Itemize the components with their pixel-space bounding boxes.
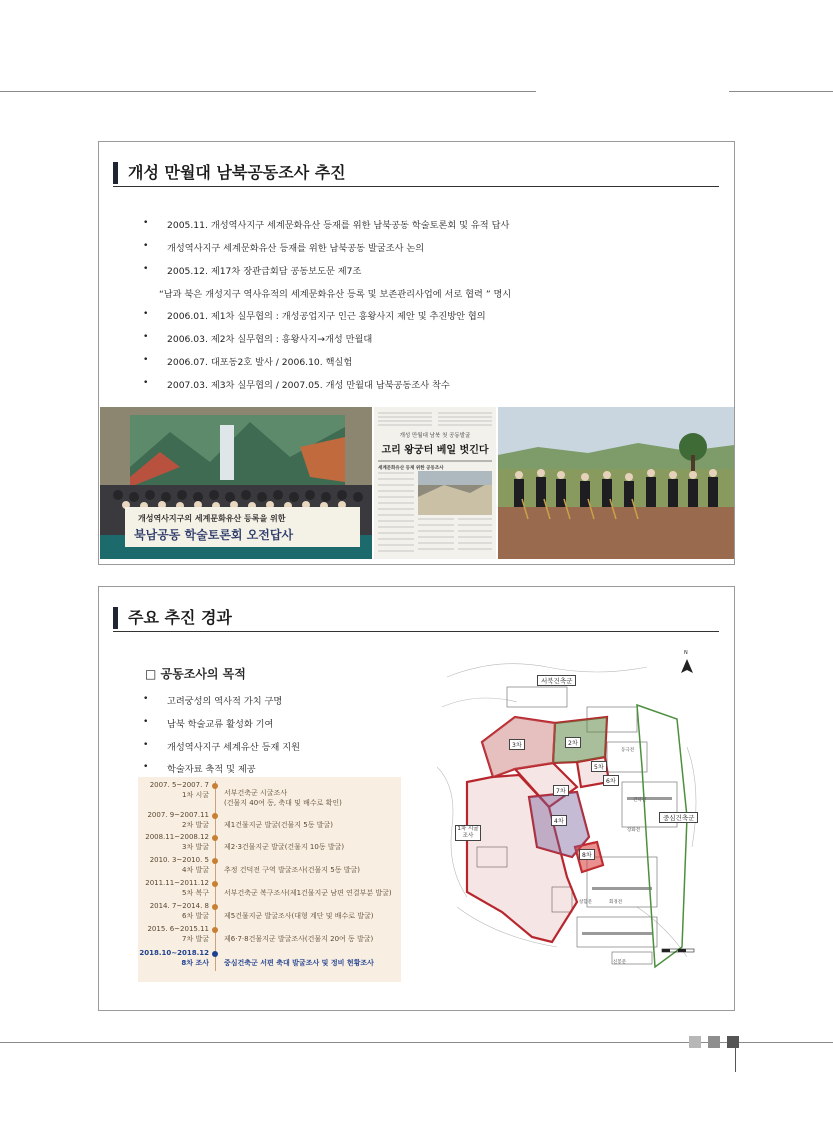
page-square-2 [708, 1036, 720, 1048]
timeline-dot [212, 881, 218, 887]
slide1-title: 개성 만월대 남북공동조사 추진 [113, 162, 346, 184]
timeline-dot [212, 927, 218, 933]
banner-text-line1: 개성역사지구의 세계문화유산 등록을 위한 [138, 514, 286, 523]
timeline-dot [212, 904, 218, 910]
label-trial-survey: 1차 시굴조사 [455, 825, 481, 841]
groundbreaking-photo [498, 407, 734, 559]
purpose-heading: □ 공동조사의 목적 [145, 667, 246, 681]
label-center-group: 중심건축군 [659, 812, 698, 823]
group-photo-symposium [100, 407, 372, 559]
newspaper-clipping [374, 407, 496, 559]
label-area-8: 8차 [579, 849, 595, 860]
banner-text-line2: 북남공동 학술토론회 오전답사 [134, 528, 294, 542]
label-hoegyeong: 회경전 [609, 900, 623, 905]
excavation-site-map [437, 647, 712, 972]
label-donggyeong: 동극전 [621, 748, 635, 753]
label-area-2: 2차 [565, 737, 581, 748]
label-jangwha: 장화전 [627, 828, 641, 833]
page-marker-line [735, 1042, 736, 1072]
slide-major-progress: 주요 추진 경과 □ 공동조사의 목적 • 고려궁성의 역사적 가치 구명 • 남북 학술교류 활성화 기여 • 개성역사지구 세계유산 등재 지원 • 학술자료 축적 및 제공 2007. 5~2007. 7 1차 시굴 서부건축군 시굴조사 (건물지 40여 동, 축대 및 배수로 확인) 2007. 9~2007.11 2차 발굴 제1건물지군 발굴(건물지 5동 발굴) 2008.11~2008.12 3차 발굴 제2·3건물지군 발굴(건물지 10동 발굴) 2010. 3~2010. 5 4차 발굴 추정 건덕전 구역 발굴조사(건물지 5동 발굴) 2011.11~2011.12 5차 복구 서부건축군 복구조사(제1건물지군 남편 연결부분 발굴) 2014. 7~2014. 8 6차 발굴 제5건물지군 발굴조사(대형 계단 및 배수로 발굴) 2015. 6~2015.11 7차 발굴 제6·7·8건물지군 발굴조사(건물지 20여 동 발굴) 2018.10~2018.12 8차 조사 중심건축군 서편 축대 발굴조사 및 정비 현황조사 서북건축군 중심건축군 1차 시굴조사 2차 3차 4차 5차 6차 7차 8차 동극전 건덕전 장화전 회경전 창합문 신봉문 N [98, 586, 735, 1011]
label-area-3: 3차 [509, 739, 525, 750]
north-arrow-icon: N [684, 650, 688, 656]
label-geondeok: 건덕전 [633, 798, 647, 803]
label-sinbong: 신봉문 [613, 960, 627, 965]
slide2-title-rule [113, 631, 719, 632]
label-area-6: 6차 [603, 775, 619, 786]
label-northwest-group: 서북건축군 [537, 675, 576, 686]
page-square-3 [727, 1036, 739, 1048]
news-kicker: 개성 만월대 남북 첫 공동발굴 [399, 433, 471, 439]
timeline-dot [212, 813, 218, 819]
slide1-title-rule [113, 186, 719, 187]
label-area-7: 7차 [553, 785, 569, 796]
label-area-4: 4차 [551, 815, 567, 826]
timeline-dot [212, 951, 218, 957]
timeline-dot [212, 858, 218, 864]
page-square-1 [689, 1036, 701, 1048]
news-subhead: 세계문화유산 등재 위한 공동조사 [378, 466, 444, 471]
survey-timeline: 2007. 5~2007. 7 1차 시굴 서부건축군 시굴조사 (건물지 40여 동, 축대 및 배수로 확인) 2007. 9~2007.11 2차 발굴 제1건물지군 발굴(건물지 5동 발굴) 2008.11~2008.12 3차 발굴 제2·3건물지군 발굴(건물지 10동 발굴) 2010. 3~2010. 5 4차 발굴 추정 건덕전 구역 발굴조사(건물지 5동 발굴) 2011.11~2011.12 5차 복구 서부건축군 복구조사(제1건물지군 남편 연결부분 발굴) 2014. 7~2014. 8 6차 발굴 제5건물지군 발굴조사(대형 계단 및 배수로 발굴) 2015. 6~2015.11 7차 발굴 제6·7·8건물지군 발굴조사(건물지 20여 동 발굴) 2018.10~2018.12 8차 조사 중심건축군 서편 축대 발굴조사 및 정비 현황조사 [138, 777, 401, 982]
label-area-5: 5차 [591, 761, 607, 772]
top-rule-right [729, 91, 833, 92]
label-changhap: 창합문 [579, 900, 593, 905]
news-headline: 고리 왕궁터 베일 벗긴다 [381, 445, 489, 456]
timeline-dot [212, 835, 218, 841]
slide-survey-promotion: 개성 만월대 남북공동조사 추진 • 2005.11. 개성역사지구 세계문화유산 등재를 위한 남북공동 학술토론회 및 유적 답사 • 개성역사지구 세계문화유산 등재를 위한 남북공동 발굴조사 논의 • 2005.12. 제17차 장관급회담 공동보도문 제7조 “남과 북은 개성지구 역사유적의 세계문화유산 등록 및 보존관리사업에 서로 협력 ” 명시 • 2006.01. 제1차 실무협의 : 개성공업지구 인근 흥왕사지 제안 및 추진방안 협의 • 2006.03. 제2차 실무협의 : 흥왕사지→개성 만월대 • 2006.07. 대포동2호 발사 / 2006.10. 핵실험 • 2007.03. 제3차 실무협의 / 2007.05. 개성 만월대 남북공동조사 착수 개성역사지구의 세계문화유산 등록을 위한 북남공동 학술토론회 오전답사 개성 만월대 남북 첫 공동발굴 고리 왕궁터 베일 벗긴다 세계문화유산 등재 위한 공동조사 [98, 141, 735, 565]
slide2-title: 주요 추진 경과 [113, 607, 232, 629]
top-rule-left [0, 91, 536, 92]
groundbreaking-art [498, 407, 734, 559]
site-map-drawing [437, 647, 712, 972]
newspaper-texture [374, 407, 496, 559]
timeline-axis [215, 781, 216, 971]
timeline-dot [212, 783, 218, 789]
